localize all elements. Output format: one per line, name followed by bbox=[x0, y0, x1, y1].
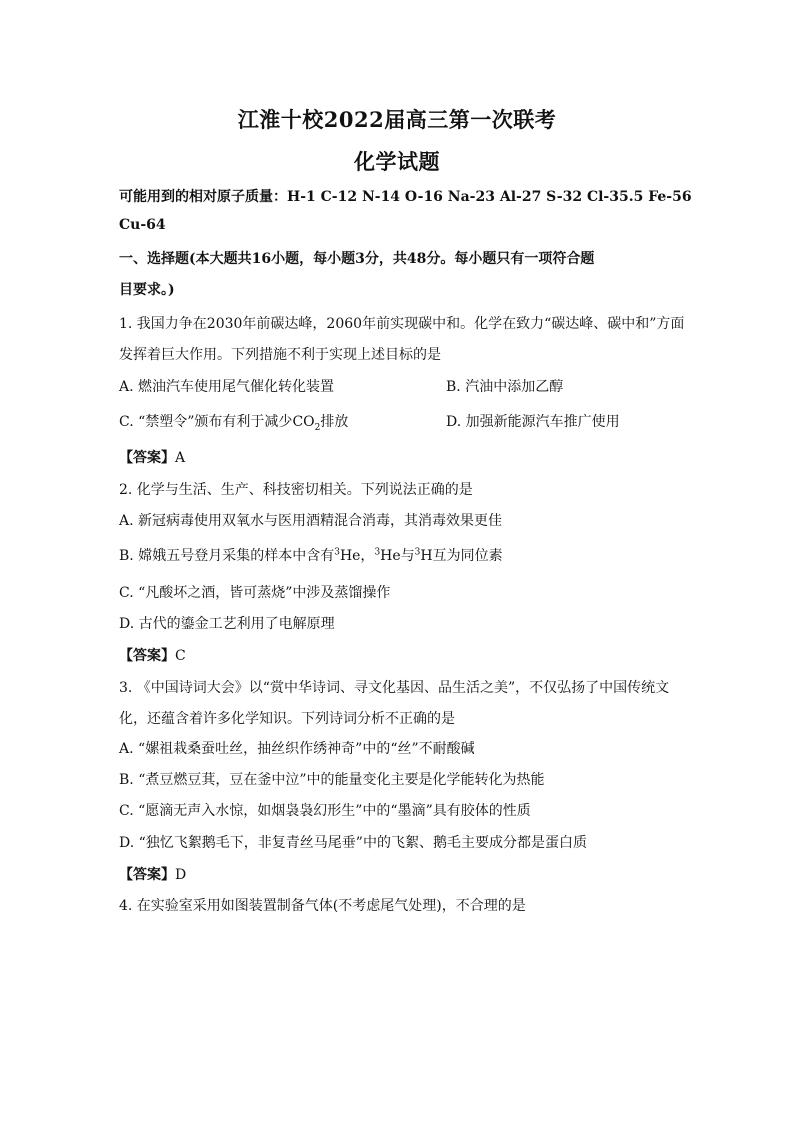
q1-option-b: B. 汽油中添加乙醇 bbox=[446, 379, 564, 395]
q3-option-c: C. “愿滴无声入水惊，如烟袅袅幻形生”中的“墨滴”具有胶体的性质 bbox=[119, 803, 531, 819]
exam-subject: 化学试题 bbox=[354, 149, 440, 174]
q3-answer bbox=[119, 864, 186, 884]
q2-stem: 2. 化学与生活、生产、科技密切相关。下列说法正确的是 bbox=[119, 482, 473, 498]
q1-answer bbox=[119, 447, 185, 467]
q1-option-d: D. 加强新能源汽车推广使用 bbox=[446, 414, 620, 430]
q1-answer-value: A bbox=[175, 450, 186, 466]
q3-stem-line-1: 3. 《中国诗词大会》以“赏中华诗词、寻文化基因、品生活之美”，不仅弘扬了中国传统文 bbox=[119, 680, 670, 696]
q3-stem-line-2: 化，还蕴含着许多化学知识。下列诗词分析不正确的是 bbox=[119, 711, 455, 727]
q3-option-b: B. “煮豆燃豆萁，豆在釜中泣”中的能量变化主要是化学能转化为热能 bbox=[119, 772, 545, 788]
q2-answer-label: 【答案】 bbox=[119, 648, 175, 664]
q2-option-b-sup-3: 3 bbox=[414, 547, 421, 558]
exam-title: 江淮十校2022届高三第一次联考 bbox=[237, 107, 557, 132]
atomic-masses-line-2: Cu-64 bbox=[119, 217, 166, 233]
q2-option-a: A. 新冠病毒使用双氧水与医用酒精混合消毒，其消毒效果更佳 bbox=[119, 513, 503, 529]
q1-stem-line-2: 发挥着巨大作用。下列措施不利于实现上述目标的是 bbox=[119, 347, 441, 363]
q1-stem-line-1: 1. 我国力争在2030年前碳达峰，2060年前实现碳中和。化学在致力“碳达峰、碳中和”方面 bbox=[119, 316, 685, 332]
q2-answer bbox=[119, 645, 186, 665]
q2-option-d: D. 古代的鎏金工艺利用了电解原理 bbox=[119, 616, 335, 632]
q2-option-b-el-3: H互为同位素 bbox=[420, 548, 503, 564]
q3-option-d: D. “独忆飞絮鹅毛下，非复青丝马尾垂”中的飞絮、鹅毛主要成分都是蛋白质 bbox=[119, 835, 587, 851]
q2-option-c: C. “凡酸坏之酒，皆可蒸烧”中涉及蒸馏操作 bbox=[119, 585, 391, 601]
section-heading-line-1: 一、选择题(本大题共16小题，每小题3分，共48分。每小题只有一项符合题 bbox=[119, 251, 595, 267]
q2-option-b-el-2: He与 bbox=[380, 548, 415, 564]
q2-option-b-sup-1: 3 bbox=[334, 547, 340, 558]
section-heading-line-2: 目要求。) bbox=[119, 282, 175, 298]
q1-option-c bbox=[119, 411, 348, 433]
q2-option-b-el-1: He， bbox=[339, 548, 375, 564]
q2-option-b-text: B. 嫦娥五号登月采集的样本中含有 bbox=[119, 548, 335, 564]
q1-option-c-subscript: 2 bbox=[314, 422, 321, 433]
q1-option-c-suffix: 排放 bbox=[320, 414, 349, 430]
q1-option-a: A. 燃油汽车使用尾气催化转化装置 bbox=[119, 379, 335, 395]
q1-option-c-formula: CO bbox=[292, 414, 315, 430]
q2-answer-value: C bbox=[175, 648, 186, 664]
atomic-masses-line-1: 可能用到的相对原子质量：H-1 C-12 N-14 O-16 Na-23 Al-27 S-32 Cl-35.5 Fe-56 bbox=[119, 189, 692, 205]
q3-answer-value: D bbox=[175, 867, 187, 883]
q1-option-c-text: C. “禁塑令”颁布有利于减少 bbox=[119, 414, 293, 430]
q2-option-b-sup-2: 3 bbox=[374, 547, 381, 558]
q4-stem: 4. 在实验室采用如图装置制备气体(不考虑尾气处理)，不合理的是 bbox=[119, 898, 526, 914]
q3-option-a: A. “嫘祖栽桑蚕吐丝，抽丝织作绣神奇”中的“丝”不耐酸碱 bbox=[119, 741, 475, 757]
q2-option-b bbox=[119, 545, 503, 565]
q3-answer-label: 【答案】 bbox=[119, 867, 175, 883]
q1-answer-label: 【答案】 bbox=[119, 450, 175, 466]
